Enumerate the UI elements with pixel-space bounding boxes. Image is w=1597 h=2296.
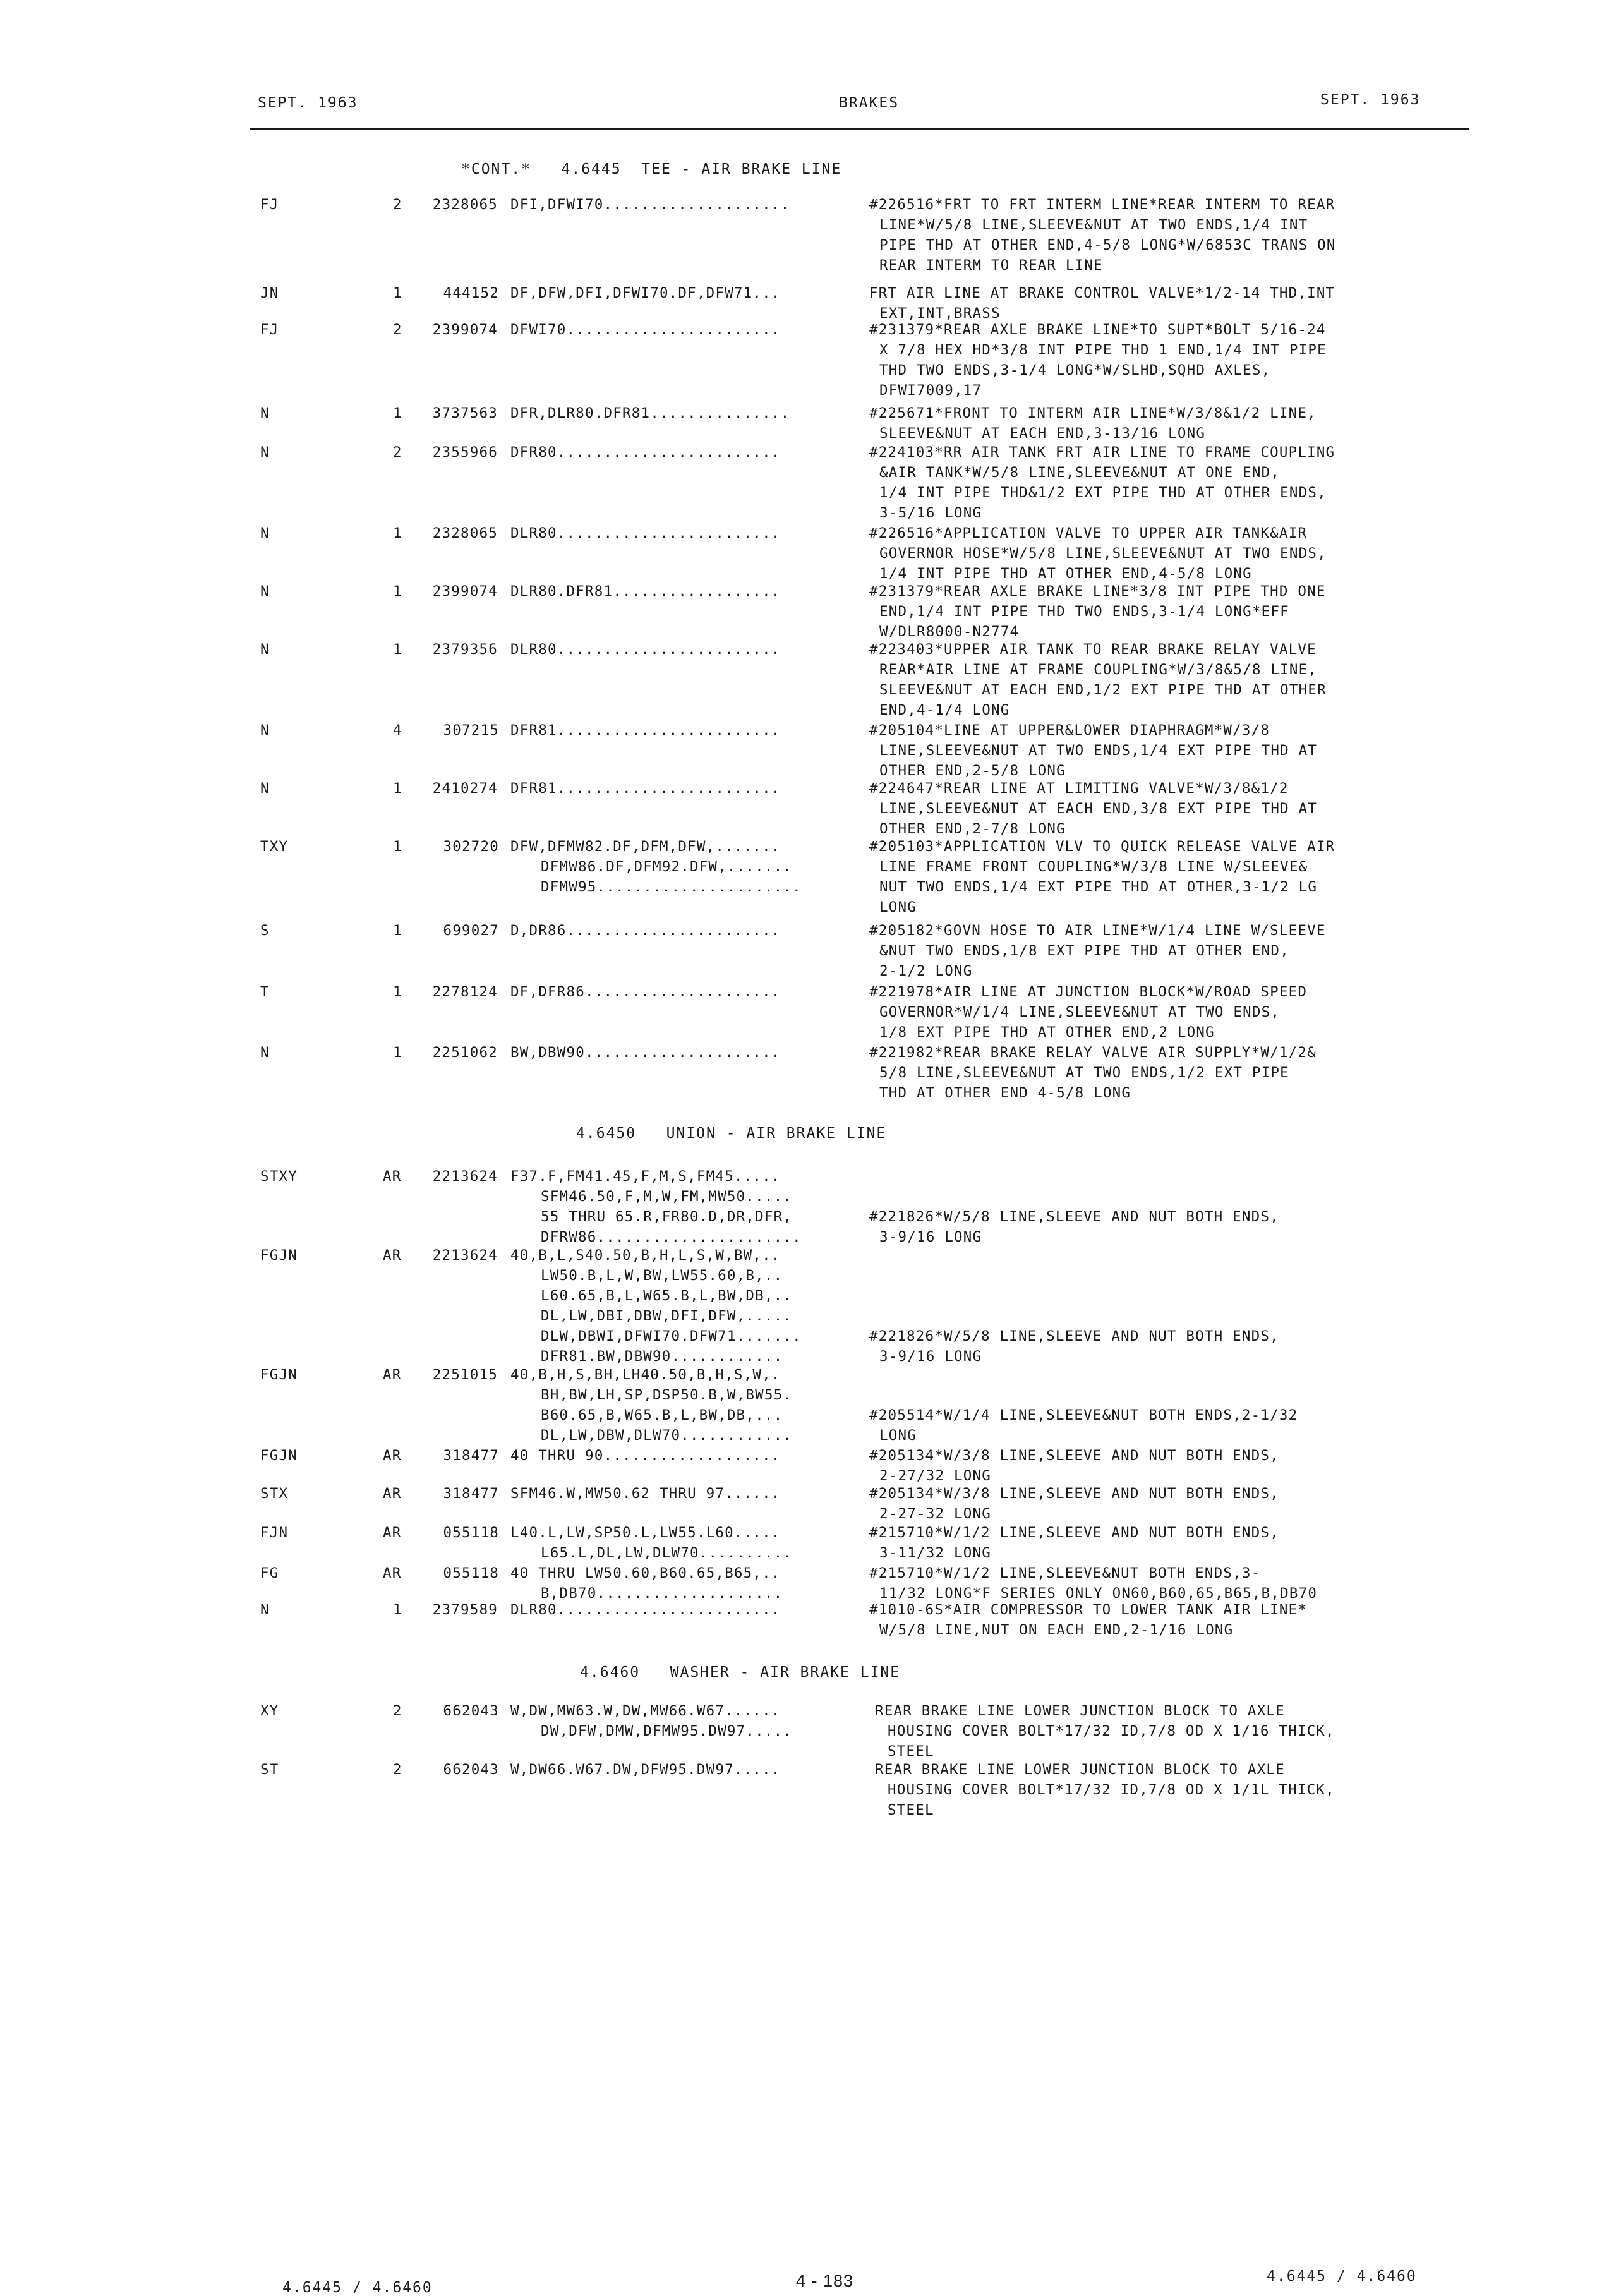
description-line: #225671*FRONT TO INTERM AIR LINE*W/3/8&1/2 LINE, [869,405,1317,421]
part-number: 2355966 [432,444,498,461]
description-line: 3-5/16 LONG [879,505,982,521]
description-line: #205134*W/3/8 LINE,SLEEVE AND NUT BOTH ENDS, [869,1447,1279,1464]
description-line: LINE,SLEEVE&NUT AT EACH END,3/8 EXT PIPE THD AT [879,801,1318,817]
model-line: DW,DFW,DMW,DFMW95.DW97..... [541,1723,793,1739]
quantity: AR [383,1485,402,1502]
parts-list-entry [0,921,1597,981]
part-number: 055118 [443,1565,499,1581]
parts-list-entry [0,1701,1597,1761]
application-code: T [260,984,270,1000]
parts-list-entry [0,442,1597,523]
model-line: DFR81.BW,DBW90............ [541,1348,783,1365]
description-line: END,1/4 INT PIPE THD TWO ENDS,3-1/4 LONG*EFF [879,603,1289,620]
model-line: DLW,DBWI,DFWI70.DFW71....... [541,1328,802,1344]
model-line: 40 THRU LW50.60,B60.65,B65,.. [510,1565,781,1581]
model-line: 40,B,H,S,BH,LH40.50,B,H,S,W,. [510,1367,781,1383]
description-line: 2-27/32 LONG [879,1468,991,1484]
part-number: 699027 [443,922,499,939]
description-line: 3-11/32 LONG [879,1545,991,1561]
description-line: #226516*FRT TO FRT INTERM LINE*REAR INTERM TO REAR [869,196,1335,213]
description-line: W/DLR8000-N2774 [879,624,1020,640]
model-line: DLR80........................ [510,1602,781,1618]
application-code: N [260,444,270,461]
part-number: 2213624 [432,1168,498,1185]
model-line: 40,B,L,S40.50,B,H,L,S,W,BW,.. [510,1247,781,1264]
quantity: 2 [393,196,402,213]
description-line: NUT TWO ENDS,1/4 EXT PIPE THD AT OTHER,3-1/2 LG [879,879,1318,895]
quantity: AR [383,1525,402,1541]
application-code: FGJN [260,1247,298,1264]
parts-list-entry [0,1446,1597,1486]
description-line: EXT,INT,BRASS [879,305,1001,322]
part-number: 2399074 [432,322,498,338]
model-line: 55 THRU 65.R,FR80.D,DR,DFR, [541,1209,793,1225]
application-code: FJ [260,322,279,338]
application-code: S [260,922,270,939]
application-code: N [260,780,270,797]
description-line: #231379*REAR AXLE BRAKE LINE*TO SUPT*BOLT 5/16-24 [869,322,1326,338]
model-line: W,DW66.W67.DW,DFW95.DW97..... [510,1761,781,1778]
description-line: 1/4 INT PIPE THD&1/2 EXT PIPE THD AT OTHER ENDS, [879,485,1327,501]
description-line: HOUSING COVER BOLT*17/32 ID,7/8 OD X 1/1L THICK, [888,1782,1335,1798]
quantity: AR [383,1247,402,1264]
description-line: #221978*AIR LINE AT JUNCTION BLOCK*W/ROAD SPEED [869,984,1308,1000]
model-line: DFR81........................ [510,780,781,797]
parts-list-entry [0,837,1597,917]
model-line: B,DB70.................... [541,1585,783,1602]
header-section-title: BRAKES [839,95,900,111]
application-code: FG [260,1565,279,1581]
parts-list-entry [0,320,1597,401]
description-line: LONG [879,899,917,915]
description-line: #205104*LINE AT UPPER&LOWER DIAPHRAGM*W/3/8 [869,722,1270,739]
footer-range-left: 4.6445 / 4.6460 [282,2280,433,2296]
part-number: 444152 [443,285,499,301]
description-line: DFWI7009,17 [879,382,982,399]
model-line: DF,DFW,DFI,DFWI70.DF,DFW71... [510,285,781,301]
model-line: L65.L,DL,LW,DLW70.......... [541,1545,793,1561]
part-number: 2379356 [432,641,498,658]
quantity: 1 [393,780,402,797]
description-line: #226516*APPLICATION VALVE TO UPPER AIR TANK&AIR [869,525,1308,541]
application-code: FJN [260,1525,289,1541]
model-line: BH,BW,LH,SP,DSP50.B,W,BW55. [541,1387,793,1403]
model-line: LW50.B,L,W,BW,LW55.60,B,.. [541,1267,783,1284]
application-code: N [260,1602,270,1618]
section-title: 4.6460 WASHER - AIR BRAKE LINE [580,1664,901,1681]
description-line: #205134*W/3/8 LINE,SLEEVE AND NUT BOTH ENDS, [869,1485,1279,1502]
description-line: #215710*W/1/2 LINE,SLEEVE AND NUT BOTH ENDS, [869,1525,1279,1541]
model-line: DL,LW,DBW,DLW70............ [541,1427,793,1444]
description-line: 1/8 EXT PIPE THD AT OTHER END,2 LONG [879,1024,1215,1041]
model-line: DFR,DLR80.DFR81............... [510,405,790,421]
description-line: 5/8 LINE,SLEEVE&NUT AT TWO ENDS,1/2 EXT PIPE [879,1065,1289,1081]
part-number: 2410274 [432,780,498,797]
parts-list-entry [0,523,1597,584]
application-code: STXY [260,1168,298,1185]
description-line: SLEEVE&NUT AT EACH END,3-13/16 LONG [879,425,1206,442]
description-line: STEEL [888,1802,934,1818]
parts-list-entry [0,403,1597,444]
part-number: 2328065 [432,525,498,541]
description-line: REAR BRAKE LINE LOWER JUNCTION BLOCK TO AXLE [875,1761,1285,1778]
description-line: #223403*UPPER AIR TANK TO REAR BRAKE RELAY VALVE [869,641,1317,658]
description-line: GOVERNOR*W/1/4 LINE,SLEEVE&NUT AT TWO ENDS, [879,1004,1281,1020]
description-line: 1/4 INT PIPE THD AT OTHER END,4-5/8 LONG [879,565,1252,582]
parts-list-entry [0,1483,1597,1524]
model-line: DLR80........................ [510,641,781,658]
description-line: #215710*W/1/2 LINE,SLEEVE&NUT BOTH ENDS,3- [869,1565,1261,1581]
part-number: 2251062 [432,1044,498,1061]
application-code: N [260,405,270,421]
application-code: TXY [260,838,289,855]
quantity: 1 [393,1602,402,1618]
model-line: DFWI70....................... [510,322,781,338]
description-line: #221826*W/5/8 LINE,SLEEVE AND NUT BOTH ENDS, [869,1209,1279,1225]
description-line: 2-27-32 LONG [879,1506,991,1522]
model-line: W,DW,MW63.W,DW,MW66.W67...... [510,1703,781,1719]
description-line: OTHER END,2-7/8 LONG [879,821,1066,837]
description-line: &AIR TANK*W/5/8 LINE,SLEEVE&NUT AT ONE END, [879,464,1281,481]
description-line: LONG [879,1427,917,1444]
header-date-right: SEPT. 1963 [1320,92,1421,108]
application-code: ST [260,1761,279,1778]
application-code: N [260,583,270,600]
quantity: 1 [393,922,402,939]
model-line: DFW,DFMW82.DF,DFM,DFW,....... [510,838,781,855]
description-line: OTHER END,2-5/8 LONG [879,763,1066,779]
description-line: #231379*REAR AXLE BRAKE LINE*3/8 INT PIPE THD ONE [869,583,1326,600]
model-line: F37.F,FM41.45,F,M,S,FM45..... [510,1168,781,1185]
description-line: THD TWO ENDS,3-1/4 LONG*W/SLHD,SQHD AXLES, [879,362,1271,378]
description-line: GOVERNOR HOSE*W/5/8 LINE,SLEEVE&NUT AT TWO ENDS, [879,545,1327,562]
description-line: #224647*REAR LINE AT LIMITING VALVE*W/3/8&1/2 [869,780,1289,797]
description-line: #205514*W/1/4 LINE,SLEEVE&NUT BOTH ENDS,2-1/32 [869,1407,1298,1423]
model-line: L40.L,LW,SP50.L,LW55.L60..... [510,1525,781,1541]
description-line: 2-1/2 LONG [879,963,973,979]
header-date-left: SEPT. 1963 [258,95,358,111]
quantity: 1 [393,984,402,1000]
parts-list-entry [0,1600,1597,1640]
part-number: 055118 [443,1525,499,1541]
model-line: SFM46.50,F,M,W,FM,MW50..... [541,1188,793,1205]
application-code: FGJN [260,1447,298,1464]
description-line: #1010-6S*AIR COMPRESSOR TO LOWER TANK AIR LINE* [869,1602,1308,1618]
application-code: N [260,525,270,541]
quantity: AR [383,1447,402,1464]
quantity: 1 [393,838,402,855]
application-code: JN [260,285,279,301]
description-line: STEEL [888,1743,934,1760]
model-line: B60.65,B,W65.B,L,BW,DB,... [541,1407,783,1423]
description-line: #221826*W/5/8 LINE,SLEEVE AND NUT BOTH ENDS, [869,1328,1279,1344]
description-line: PIPE THD AT OTHER END,4-5/8 LONG*W/6853C TRANS ON [879,237,1336,253]
quantity: 1 [393,583,402,600]
quantity: 1 [393,405,402,421]
part-number: 3737563 [432,405,498,421]
part-number: 662043 [443,1703,499,1719]
description-line: REAR*AIR LINE AT FRAME COUPLING*W/3/8&5/8 LINE, [879,662,1318,678]
description-line: #221982*REAR BRAKE RELAY VALVE AIR SUPPLY*W/1/2& [869,1044,1317,1061]
description-line: W/5/8 LINE,NUT ON EACH END,2-1/16 LONG [879,1622,1234,1638]
model-line: 40 THRU 90................... [510,1447,781,1464]
parts-list-entry [0,283,1597,323]
description-line: REAR BRAKE LINE LOWER JUNCTION BLOCK TO AXLE [875,1703,1285,1719]
parts-list-entry [0,778,1597,839]
description-line: #205182*GOVN HOSE TO AIR LINE*W/1/4 LINE W/SLEEVE [869,922,1326,939]
quantity: 1 [393,285,402,301]
part-number: 318477 [443,1485,499,1502]
part-number: 302720 [443,838,499,855]
quantity: 2 [393,322,402,338]
part-number: 662043 [443,1761,499,1778]
description-line: REAR INTERM TO REAR LINE [879,257,1103,274]
model-line: DLR80........................ [510,525,781,541]
part-number: 2278124 [432,984,498,1000]
description-line: X 7/8 HEX HD*3/8 INT PIPE THD 1 END,1/4 INT PIPE [879,342,1327,358]
description-line: FRT AIR LINE AT BRAKE CONTROL VALVE*1/2-14 THD,INT [869,285,1335,301]
model-line: SFM46.W,MW50.62 THRU 97...... [510,1485,781,1502]
part-number: 2328065 [432,196,498,213]
parts-list-entry [0,1166,1597,1247]
parts-list-entry [0,1760,1597,1820]
header-rule [250,128,1469,130]
quantity: 1 [393,641,402,658]
model-line: DFRW86...................... [541,1229,802,1245]
quantity: 2 [393,1761,402,1778]
description-line: 3-9/16 LONG [879,1348,982,1365]
model-line: DF,DFR86..................... [510,984,781,1000]
application-code: STX [260,1485,289,1502]
parts-list-entry [0,639,1597,720]
application-code: XY [260,1703,279,1719]
description-line: THD AT OTHER END 4-5/8 LONG [879,1085,1131,1101]
quantity: 4 [393,722,402,739]
part-number: 307215 [443,722,499,739]
parts-list-entry [0,1523,1597,1563]
quantity: 2 [393,444,402,461]
quantity: 1 [393,525,402,541]
section-title: 4.6450 UNION - AIR BRAKE LINE [576,1125,887,1142]
application-code: FJ [260,196,279,213]
description-line: &NUT TWO ENDS,1/8 EXT PIPE THD AT OTHER END, [879,943,1289,959]
application-code: N [260,641,270,658]
model-line: L60.65,B,L,W65.B,L,BW,DB,.. [541,1288,793,1304]
parts-list-entry [0,1245,1597,1367]
parts-list-entry [0,195,1597,275]
model-line: DL,LW,DBI,DBW,DFI,DFW,..... [541,1308,793,1324]
part-number: 2399074 [432,583,498,600]
description-line: 3-9/16 LONG [879,1229,982,1245]
application-code: N [260,1044,270,1061]
description-line: HOUSING COVER BOLT*17/32 ID,7/8 OD X 1/16 THICK, [888,1723,1335,1739]
parts-list-entry [0,1042,1597,1103]
quantity: AR [383,1565,402,1581]
description-line: 11/32 LONG*F SERIES ONLY ON60,B60,65,B65,B,DB70 [879,1585,1318,1602]
description-line: LINE*W/5/8 LINE,SLEEVE&NUT AT TWO ENDS,1/4 INT [879,217,1308,233]
quantity: 2 [393,1703,402,1719]
parts-list-entry [0,581,1597,642]
part-number: 318477 [443,1447,499,1464]
model-line: D,DR86....................... [510,922,781,939]
description-line: LINE FRAME FRONT COUPLING*W/3/8 LINE W/SLEEVE& [879,859,1308,875]
continuation-heading: *CONT.* 4.6445 TEE - AIR BRAKE LINE [461,161,842,178]
description-line: #224103*RR AIR TANK FRT AIR LINE TO FRAME COUPLING [869,444,1335,461]
model-line: DFR80........................ [510,444,781,461]
description-line: END,4-1/4 LONG [879,702,1010,718]
parts-list-entry [0,1563,1597,1604]
model-line: DFI,DFWI70.................... [510,196,790,213]
part-number: 2251015 [432,1367,498,1383]
application-code: N [260,722,270,739]
part-number: 2379589 [432,1602,498,1618]
parts-list-entry [0,982,1597,1042]
model-line: DLR80.DFR81.................. [510,583,781,600]
part-number: 2213624 [432,1247,498,1264]
description-line: LINE,SLEEVE&NUT AT TWO ENDS,1/4 EXT PIPE THD AT [879,742,1318,759]
description-line: #205103*APPLICATION VLV TO QUICK RELEASE VALVE AIR [869,838,1335,855]
application-code: FGJN [260,1367,298,1383]
description-line: SLEEVE&NUT AT EACH END,1/2 EXT PIPE THD AT OTHER [879,682,1327,698]
parts-list-entry [0,1365,1597,1446]
footer-range-right: 4.6445 / 4.6460 [1267,2268,1417,2285]
model-line: DFR81........................ [510,722,781,739]
quantity: 1 [393,1044,402,1061]
model-line: BW,DBW90..................... [510,1044,781,1061]
quantity: AR [383,1367,402,1383]
model-line: DFMW95...................... [541,879,802,895]
quantity: AR [383,1168,402,1185]
page-number: 4 - 183 [796,2271,854,2290]
model-line: DFMW86.DF,DFM92.DFW,....... [541,859,793,875]
parts-list-entry [0,720,1597,781]
